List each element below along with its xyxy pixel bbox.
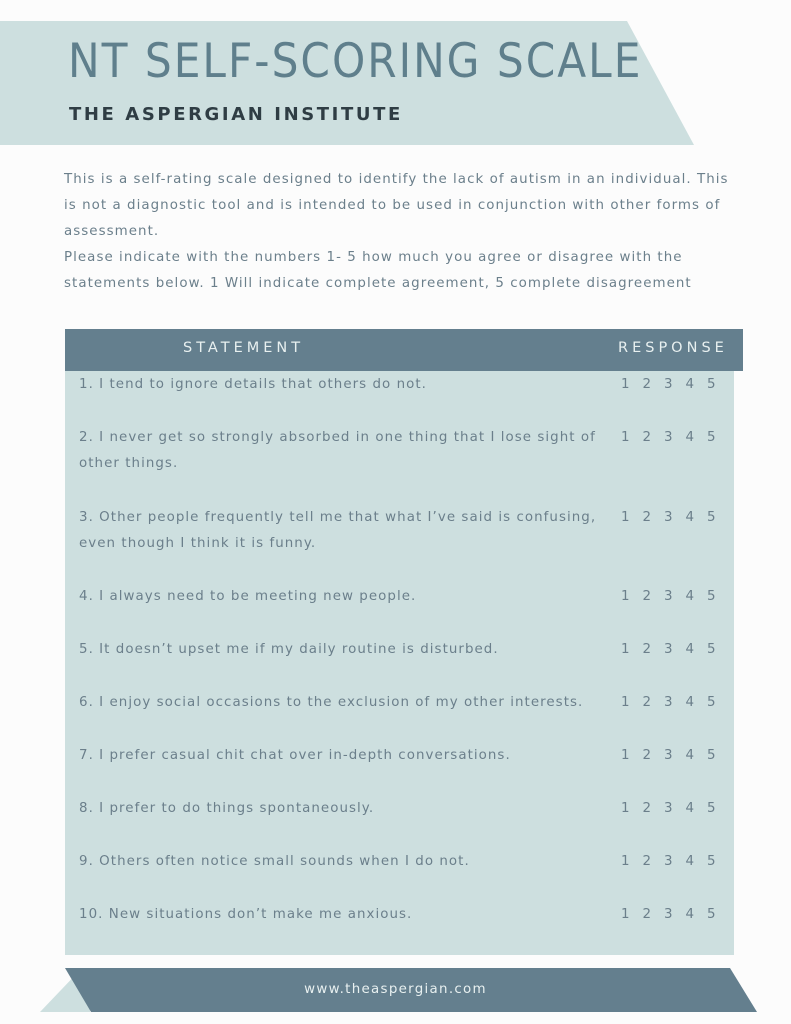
response-option[interactable]: 3 <box>664 748 673 763</box>
response-option[interactable]: 3 <box>664 907 673 922</box>
response-options <box>621 372 729 398</box>
response-option[interactable]: 5 <box>707 589 716 604</box>
response-option[interactable]: 2 <box>642 854 652 869</box>
intro-paragraph: Please indicate with the numbers 1- 5 how much you agree or disagree with the statements below. 1 Will indicate complete agreement, 5 complete disagreement <box>64 250 692 291</box>
response-option[interactable]: 1 <box>621 748 630 763</box>
response-option[interactable]: 3 <box>664 430 673 445</box>
response-option[interactable]: 4 <box>685 510 695 525</box>
response-option[interactable]: 4 <box>685 430 695 445</box>
response-option[interactable]: 1 <box>621 854 630 869</box>
response-option[interactable]: 1 <box>621 377 630 392</box>
response-option[interactable]: 2 <box>642 801 652 816</box>
response-options <box>621 690 729 716</box>
response-option[interactable]: 2 <box>642 907 652 922</box>
statement-text: 2. I never get so strongly absorbed in one thing that I lose sight of other things. <box>79 430 596 471</box>
response-option[interactable]: 4 <box>685 589 695 604</box>
response-options <box>621 637 729 663</box>
response-option[interactable]: 5 <box>707 748 716 763</box>
response-option[interactable]: 5 <box>707 430 716 445</box>
response-option[interactable]: 3 <box>664 801 673 816</box>
response-option[interactable]: 5 <box>707 377 716 392</box>
response-option[interactable]: 4 <box>685 377 695 392</box>
response-options <box>621 743 729 769</box>
response-options <box>621 849 729 875</box>
response-option[interactable]: 4 <box>685 801 695 816</box>
response-option[interactable]: 3 <box>664 854 673 869</box>
page-subtitle: THE ASPERGIAN INSTITUTE <box>69 104 403 125</box>
footer-url[interactable]: www.theaspergian.com <box>304 982 487 997</box>
statement-text: 5. It doesn’t upset me if my daily routine is disturbed. <box>79 642 499 657</box>
response-option[interactable]: 1 <box>621 642 630 657</box>
response-option[interactable]: 2 <box>642 695 652 710</box>
response-option[interactable]: 4 <box>685 695 695 710</box>
intro-paragraph: This is a self-rating scale designed to identify the lack of autism in an individual. This is not a diagnostic tool and is intended to be used in conjunction with other forms of assessment. <box>64 172 729 239</box>
response-options <box>621 505 729 531</box>
statement-text: 10. New situations don’t make me anxious. <box>79 907 413 922</box>
column-header-statement: STATEMENT <box>183 340 305 356</box>
response-option[interactable]: 1 <box>621 695 630 710</box>
statement-text: 6. I enjoy social occasions to the exclusion of my other interests. <box>79 695 584 710</box>
response-options <box>621 796 729 822</box>
response-option[interactable]: 3 <box>664 642 673 657</box>
response-option[interactable]: 5 <box>707 854 716 869</box>
response-option[interactable]: 3 <box>664 377 673 392</box>
statement-text: 8. I prefer to do things spontaneously. <box>79 801 375 816</box>
response-options <box>621 425 729 451</box>
response-option[interactable]: 5 <box>707 801 716 816</box>
response-option[interactable]: 2 <box>642 430 652 445</box>
response-option[interactable]: 1 <box>621 801 630 816</box>
statement-text: 4. I always need to be meeting new people. <box>79 589 417 604</box>
response-options <box>621 584 729 610</box>
response-option[interactable]: 2 <box>642 748 652 763</box>
statement-text: 7. I prefer casual chit chat over in-depth conversations. <box>79 748 511 763</box>
statement-text: 1. I tend to ignore details that others do not. <box>79 377 427 392</box>
response-option[interactable]: 1 <box>621 430 630 445</box>
response-option[interactable]: 4 <box>685 642 695 657</box>
response-option[interactable]: 3 <box>664 589 673 604</box>
response-option[interactable]: 1 <box>621 589 630 604</box>
response-option[interactable]: 5 <box>707 510 716 525</box>
response-option[interactable]: 2 <box>642 510 652 525</box>
response-option[interactable]: 2 <box>642 642 652 657</box>
intro-text <box>64 167 744 297</box>
response-option[interactable]: 1 <box>621 907 630 922</box>
response-option[interactable]: 3 <box>664 695 673 710</box>
response-option[interactable]: 5 <box>707 907 716 922</box>
response-option[interactable]: 5 <box>707 695 716 710</box>
response-option[interactable]: 5 <box>707 642 716 657</box>
response-option[interactable]: 4 <box>685 907 695 922</box>
response-option[interactable]: 1 <box>621 510 630 525</box>
response-option[interactable]: 2 <box>642 377 652 392</box>
response-options <box>621 902 729 928</box>
response-option[interactable]: 3 <box>664 510 673 525</box>
response-option[interactable]: 4 <box>685 748 695 763</box>
statement-text: 9. Others often notice small sounds when I do not. <box>79 854 470 869</box>
page-title: NT SELF-SCORING SCALE <box>68 34 643 89</box>
statement-text: 3. Other people frequently tell me that what I’ve said is confusing, even though I think it is funny. <box>79 510 597 551</box>
response-option[interactable]: 4 <box>685 854 695 869</box>
response-option[interactable]: 2 <box>642 589 652 604</box>
column-header-response: RESPONSE <box>618 340 728 356</box>
